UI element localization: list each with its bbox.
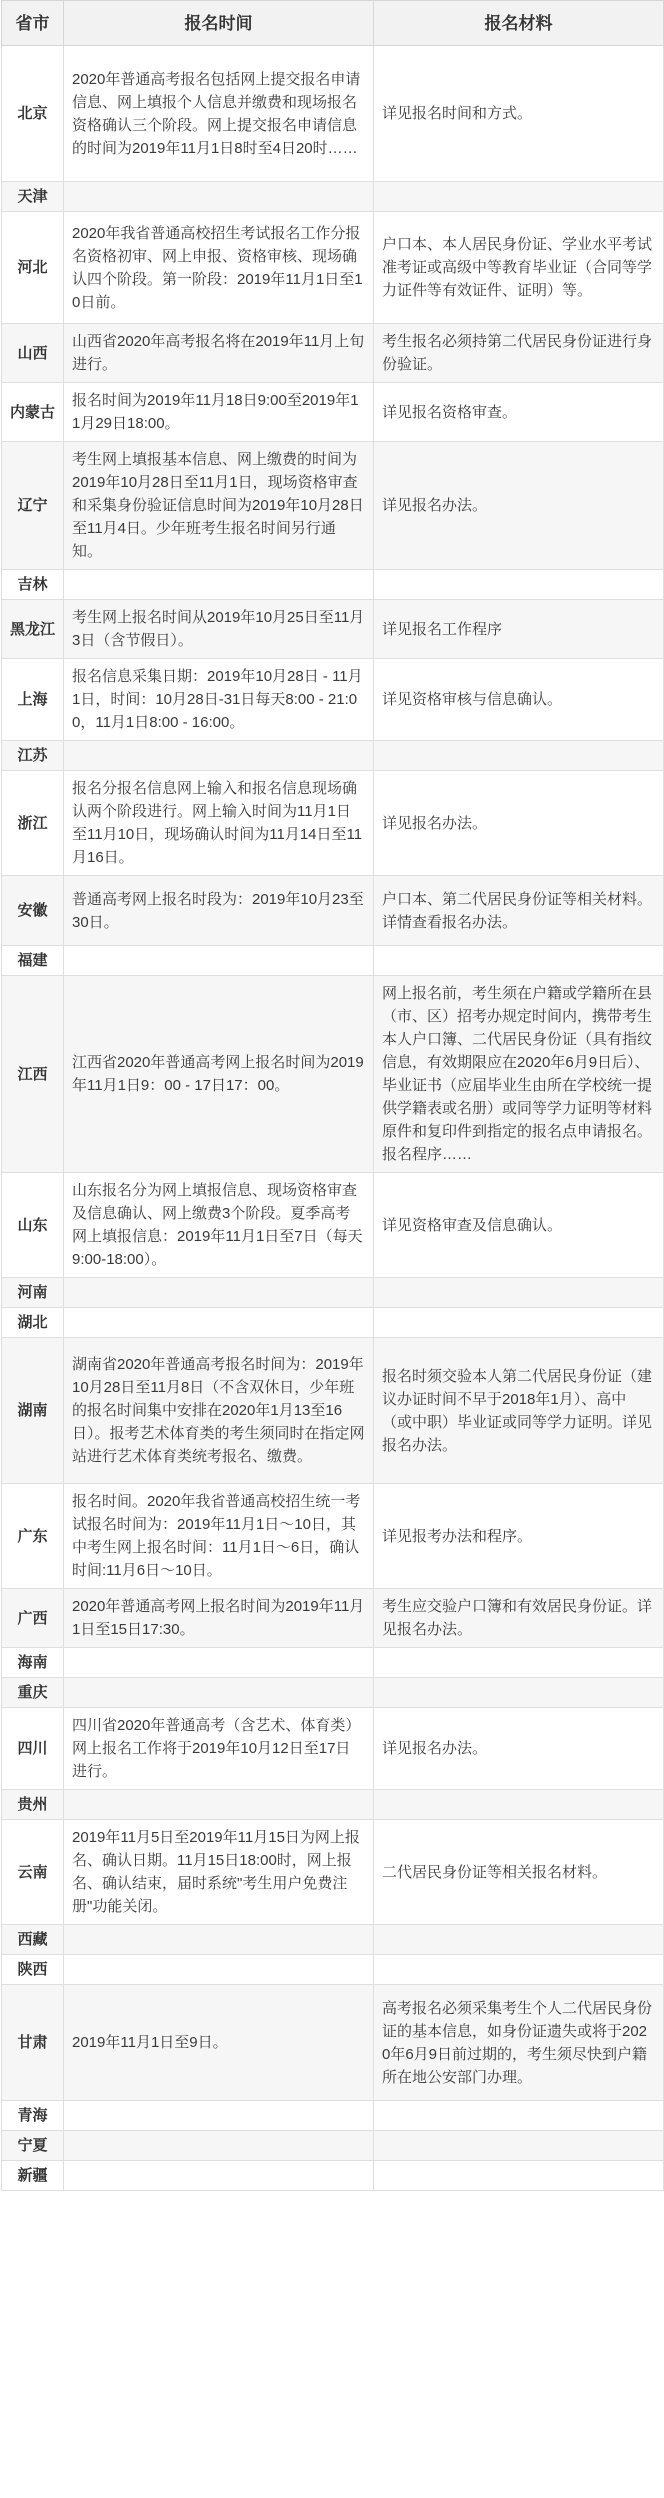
province-cell: 辽宁: [2, 442, 64, 570]
registration-material-cell: 高考报名必须采集考生个人二代居民身份证的基本信息，如身份证遗失或将于2020年6月9日前过期的，考生须尽快到户籍所在地公安部门办理。: [374, 1985, 664, 2101]
table-row: [2, 1955, 664, 1985]
province-cell: 湖北: [2, 1308, 64, 1338]
province-cell: 安徽: [2, 876, 64, 946]
registration-time-cell: 2020年普通高考网上报名时间为2019年11月1日至15日17:30。: [64, 1589, 374, 1648]
registration-table: [1, 0, 664, 2191]
registration-time-cell: 2019年11月1日至9日。: [64, 1985, 374, 2101]
table-row: [2, 46, 664, 182]
table-row: [2, 1925, 664, 1955]
registration-time-cell: 考生网上报名时间从2019年10月25日至11月3日（含节假日）。: [64, 600, 374, 659]
registration-time-cell: [64, 1925, 374, 1955]
registration-time-cell: 2020年我省普通高校招生考试报名工作分报名资格初审、网上申报、资格审核、现场确认四个阶段。第一阶段：2019年11月1日至10日前。: [64, 212, 374, 324]
table-row: [2, 442, 664, 570]
registration-time-cell: [64, 1278, 374, 1308]
registration-time-cell: 考生网上填报基本信息、网上缴费的时间为2019年10月28日至11月1日，现场资格审查和采集身份验证信息时间为2019年10月28日至11月4日。少年班考生报名时间另行通知。: [64, 442, 374, 570]
registration-time-cell: 普通高考网上报名时段为：2019年10月23至30日。: [64, 876, 374, 946]
table-row: [2, 600, 664, 659]
table-row: [2, 1278, 664, 1308]
registration-material-cell: [374, 2101, 664, 2131]
province-cell: 河南: [2, 1278, 64, 1308]
table-row: [2, 1985, 664, 2101]
province-cell: 云南: [2, 1820, 64, 1925]
province-cell: 青海: [2, 2101, 64, 2131]
province-cell: 上海: [2, 659, 64, 741]
registration-time-cell: [64, 1678, 374, 1708]
registration-material-cell: 详见资格审核与信息确认。: [374, 659, 664, 741]
registration-material-cell: 详见报名工作程序: [374, 600, 664, 659]
registration-time-cell: 2019年11月5日至2019年11月15日为网上报名、确认日期。11月15日18:00时，网上报名、确认结束，届时系统"考生用户免费注册"功能关闭。: [64, 1820, 374, 1925]
table-row: [2, 570, 664, 600]
table-row: [2, 182, 664, 212]
table-row: [2, 383, 664, 442]
registration-material-cell: [374, 741, 664, 771]
province-cell: 浙江: [2, 771, 64, 876]
registration-material-cell: [374, 1308, 664, 1338]
table-row: [2, 1484, 664, 1589]
table-row: [2, 1589, 664, 1648]
table-row: [2, 876, 664, 946]
province-cell: 湖南: [2, 1338, 64, 1484]
province-cell: 重庆: [2, 1678, 64, 1708]
registration-time-cell: 报名分报名信息网上输入和报名信息现场确认两个阶段进行。网上输入时间为11月1日至11月10日，现场确认时间为11月14日至11月16日。: [64, 771, 374, 876]
table-row: [2, 1648, 664, 1678]
province-cell: 黑龙江: [2, 600, 64, 659]
header-row: [2, 1, 664, 46]
registration-time-cell: [64, 2101, 374, 2131]
registration-material-cell: 详见报名办法。: [374, 442, 664, 570]
registration-material-cell: 详见资格审查及信息确认。: [374, 1173, 664, 1278]
table-row: [2, 946, 664, 976]
province-cell: 贵州: [2, 1790, 64, 1820]
province-cell: 北京: [2, 46, 64, 182]
table-row: [2, 741, 664, 771]
registration-material-cell: [374, 1955, 664, 1985]
table-row: [2, 1173, 664, 1278]
province-cell: 天津: [2, 182, 64, 212]
registration-material-cell: 二代居民身份证等相关报名材料。: [374, 1820, 664, 1925]
registration-material-cell: [374, 946, 664, 976]
province-cell: 江苏: [2, 741, 64, 771]
header-time: 报名时间: [64, 1, 374, 46]
registration-time-cell: 山东报名分为网上填报信息、现场资格审查及信息确认、网上缴费3个阶段。夏季高考网上填报信息：2019年11月1日至7日（每天9:00-18:00）。: [64, 1173, 374, 1278]
table-row: [2, 1678, 664, 1708]
registration-time-cell: [64, 741, 374, 771]
province-cell: 四川: [2, 1708, 64, 1790]
registration-material-cell: 户口本、第二代居民身份证等相关材料。详情查看报名办法。: [374, 876, 664, 946]
registration-time-cell: [64, 570, 374, 600]
table-row: [2, 1708, 664, 1790]
registration-time-cell: [64, 182, 374, 212]
registration-time-cell: [64, 1955, 374, 1985]
province-cell: 广西: [2, 1589, 64, 1648]
registration-material-cell: 户口本、本人居民身份证、学业水平考试准考证或高级中等教育毕业证（合同等学力证件等有效证件、证明）等。: [374, 212, 664, 324]
table-row: [2, 1790, 664, 1820]
province-cell: 吉林: [2, 570, 64, 600]
province-cell: 西藏: [2, 1925, 64, 1955]
registration-time-cell: [64, 2131, 374, 2161]
registration-material-cell: 详见报名时间和方式。: [374, 46, 664, 182]
registration-material-cell: [374, 1678, 664, 1708]
registration-material-cell: [374, 182, 664, 212]
province-cell: 新疆: [2, 2161, 64, 2191]
registration-time-cell: 四川省2020年普通高考（含艺术、体育类）网上报名工作将于2019年10月12日至17日进行。: [64, 1708, 374, 1790]
registration-material-cell: [374, 1925, 664, 1955]
registration-time-cell: 报名时间为2019年11月18日9:00至2019年11月29日18:00。: [64, 383, 374, 442]
table-row: [2, 976, 664, 1173]
registration-time-cell: 2020年普通高考报名包括网上提交报名申请信息、网上填报个人信息并缴费和现场报名资格确认三个阶段。网上提交报名申请信息的时间为2019年11月1日8时至4日20时……: [64, 46, 374, 182]
registration-time-cell: [64, 1648, 374, 1678]
table-row: [2, 2131, 664, 2161]
table-row: [2, 324, 664, 383]
registration-time-cell: 湖南省2020年普通高考报名时间为：2019年10月28日至11月8日（不含双休日，少年班的报名时间集中安排在2020年1月13至16日）。报考艺术体育类的考生须同时在指定网站进行艺术体育类统考报名、缴费。: [64, 1338, 374, 1484]
registration-material-cell: 考生报名必须持第二代居民身份证进行身份验证。: [374, 324, 664, 383]
table-row: [2, 1820, 664, 1925]
table-body: [2, 46, 664, 2191]
province-cell: 陕西: [2, 1955, 64, 1985]
table-row: [2, 771, 664, 876]
province-cell: 山东: [2, 1173, 64, 1278]
registration-time-cell: 山西省2020年高考报名将在2019年11月上旬进行。: [64, 324, 374, 383]
table-row: [2, 1308, 664, 1338]
registration-time-cell: [64, 1790, 374, 1820]
registration-material-cell: 详见报名办法。: [374, 1708, 664, 1790]
registration-material-cell: 详见报考办法和程序。: [374, 1484, 664, 1589]
table-row: [2, 2161, 664, 2191]
province-cell: 海南: [2, 1648, 64, 1678]
registration-material-cell: [374, 2161, 664, 2191]
registration-material-cell: [374, 1790, 664, 1820]
registration-material-cell: 网上报名前，考生须在户籍或学籍所在县（市、区）招考办规定时间内，携带考生本人户口簿、二代居民身份证（具有指纹信息，有效期限应在2020年6月9日后）、毕业证书（应届毕业生由所在学校统一提供学籍表或名册）或同等学力证明等材料原件和复印件到指定的报名点申请报名。报名程序……: [374, 976, 664, 1173]
header-province: 省市: [2, 1, 64, 46]
registration-time-cell: 江西省2020年普通高考网上报名时间为2019年11月1日9：00 - 17日17：00。: [64, 976, 374, 1173]
registration-time-cell: [64, 946, 374, 976]
province-cell: 甘肃: [2, 1985, 64, 2101]
registration-material-cell: 详见报名办法。: [374, 771, 664, 876]
province-cell: 河北: [2, 212, 64, 324]
registration-material-cell: [374, 1648, 664, 1678]
province-cell: 福建: [2, 946, 64, 976]
registration-time-cell: [64, 2161, 374, 2191]
registration-table-container: [1, 0, 663, 2191]
province-cell: 广东: [2, 1484, 64, 1589]
registration-material-cell: 详见报名资格审查。: [374, 383, 664, 442]
table-row: [2, 212, 664, 324]
registration-material-cell: 报名时须交验本人第二代居民身份证（建议办证时间不早于2018年1月）、高中（或中职）毕业证或同等学力证明。详见报名办法。: [374, 1338, 664, 1484]
registration-material-cell: [374, 2131, 664, 2161]
registration-material-cell: [374, 1278, 664, 1308]
table-header: [2, 1, 664, 46]
registration-material-cell: [374, 570, 664, 600]
table-row: [2, 2101, 664, 2131]
province-cell: 江西: [2, 976, 64, 1173]
registration-time-cell: 报名信息采集日期：2019年10月28日 - 11月1日，时间：10月28日-31日每天8:00 - 21:00，11月1日8:00 - 16:00。: [64, 659, 374, 741]
table-row: [2, 659, 664, 741]
province-cell: 内蒙古: [2, 383, 64, 442]
province-cell: 山西: [2, 324, 64, 383]
table-row: [2, 1338, 664, 1484]
registration-material-cell: 考生应交验户口簿和有效居民身份证。详见报名办法。: [374, 1589, 664, 1648]
header-material: 报名材料: [374, 1, 664, 46]
province-cell: 宁夏: [2, 2131, 64, 2161]
registration-time-cell: [64, 1308, 374, 1338]
registration-time-cell: 报名时间。2020年我省普通高校招生统一考试报名时间为：2019年11月1日～10日，其中考生网上报名时间：11月1日～6日，确认时间:11月6日～10日。: [64, 1484, 374, 1589]
